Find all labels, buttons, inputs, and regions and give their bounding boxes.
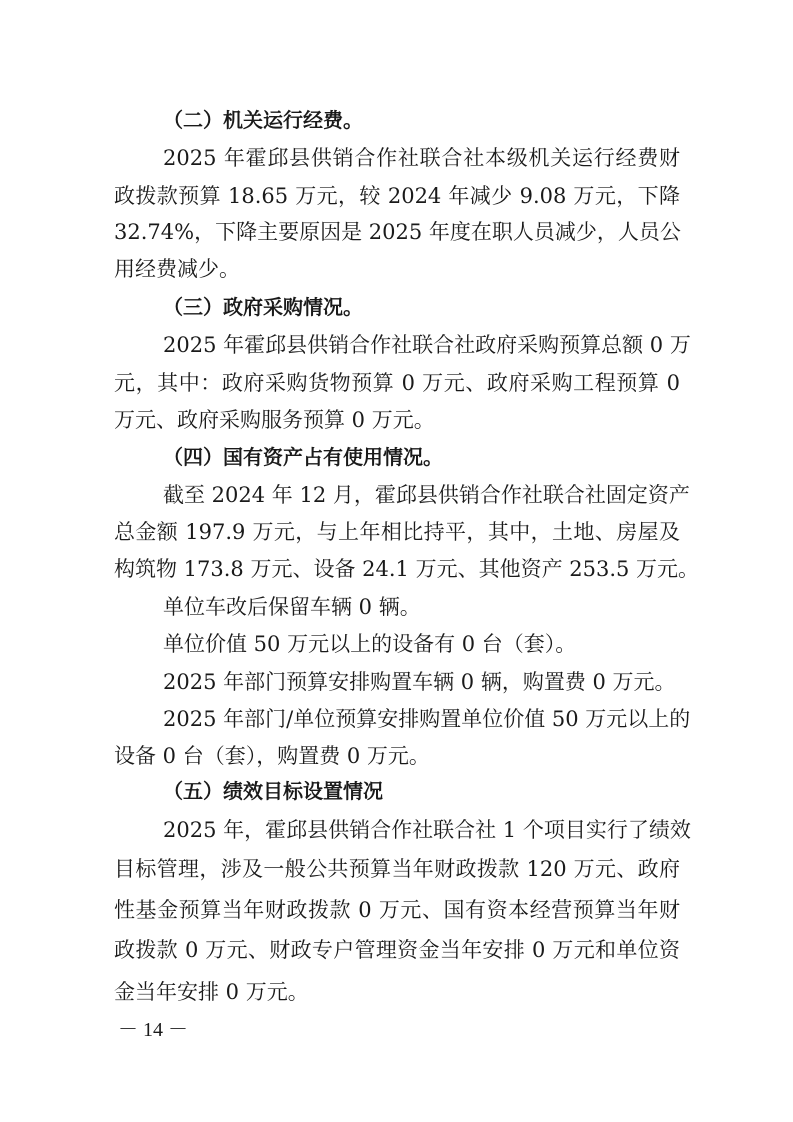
text-line: 政拨款 0 万元、财政专户管理资金当年安排 0 万元和单位资 xyxy=(114,938,680,962)
text-line: 2025 年霍邱县供销合作社联合社本级机关运行经费财 xyxy=(163,146,680,170)
text-line: 单位价值 50 万元以上的设备有 0 台（套）。 xyxy=(163,632,577,656)
text-line: 32.74%，下降主要原因是 2025 年度在职人员减少，人员公 xyxy=(114,220,681,244)
text-line: 万元、政府采购服务预算 0 万元。 xyxy=(114,408,435,432)
text-line: 2025 年部门预算安排购置车辆 0 辆，购置费 0 万元。 xyxy=(163,670,676,694)
text-line: 截至 2024 年 12 月，霍邱县供销合作社联合社固定资产 xyxy=(163,483,690,507)
section-heading: （三）政府采购情况。 xyxy=(163,295,363,319)
text-line: 性基金预算当年财政拨款 0 万元、国有资本经营预算当年财 xyxy=(114,898,680,922)
text-line: 目标管理，涉及一般公共预算当年财政拨款 120 万元、政府 xyxy=(114,857,680,881)
section-heading: （二）机关运行经费。 xyxy=(163,108,363,132)
text-line: 总金额 197.9 万元，与上年相比持平，其中，土地、房屋及 xyxy=(114,520,680,544)
text-line: 2025 年霍邱县供销合作社联合社政府采购预算总额 0 万 xyxy=(163,333,691,357)
text-line: 用经费减少。 xyxy=(114,257,240,281)
text-line: 金当年安排 0 万元。 xyxy=(114,980,309,1004)
page-number: － 14 － xyxy=(118,1019,188,1041)
text-line: 构筑物 173.8 万元、设备 24.1 万元、其他资产 253.5 万元。 xyxy=(114,557,700,581)
text-line: 元，其中：政府采购货物预算 0 万元、政府采购工程预算 0 xyxy=(114,371,680,395)
text-line: 2025 年部门/单位预算安排购置单位价值 50 万元以上的 xyxy=(163,707,691,731)
text-line: 单位车改后保留车辆 0 辆。 xyxy=(163,595,421,619)
section-heading: （四）国有资产占有使用情况。 xyxy=(163,445,443,469)
section-heading: （五）绩效目标设置情况 xyxy=(163,779,383,803)
text-line: 2025 年，霍邱县供销合作社联合社 1 个项目实行了绩效 xyxy=(163,818,691,842)
text-line: 设备 0 台（套），购置费 0 万元。 xyxy=(114,744,430,768)
text-line: 政拨款预算 18.65 万元，较 2024 年减少 9.08 万元，下降 xyxy=(114,184,680,208)
